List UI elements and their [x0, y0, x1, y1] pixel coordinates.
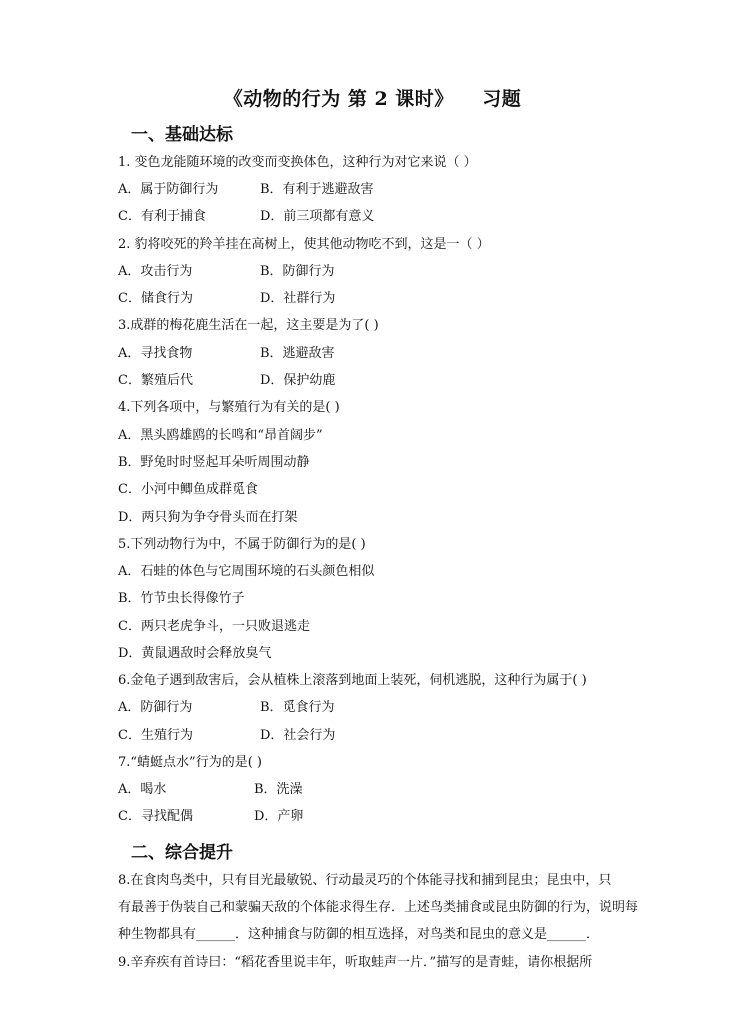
- option-d: D．保护幼鹿: [260, 373, 336, 388]
- question-5-stem: 5.下列动物行为中，不属于防御行为的是( ): [118, 537, 366, 552]
- question-6-options-row-2: [118, 727, 335, 745]
- option-c: C．有利于捕食: [118, 209, 206, 224]
- question-3-stem: 3.成群的梅花鹿生活在一起，这主要是为了( ): [118, 318, 379, 333]
- option-c: C．繁殖后代: [118, 373, 193, 388]
- question-6-stem: 6.金龟子遇到敌害后，会从植株上滚落到地面上装死，伺机逃脱，这种行为属于( ): [118, 673, 587, 688]
- question-6-options-row-1: [118, 699, 335, 717]
- question-3-options-row-2: [118, 372, 335, 390]
- question-4-option-c: C．小河中鲫鱼成群觅食: [118, 482, 258, 497]
- question-2-options-row-1: [118, 263, 335, 281]
- question-5-option-c: C．两只老虎争斗，一只败退逃走: [118, 619, 310, 634]
- section-heading-basic: 一、基础达标: [131, 125, 233, 145]
- question-7-options-row-1: [118, 781, 303, 799]
- option-d: D．社群行为: [260, 291, 336, 306]
- option-d: D．产卵: [254, 809, 304, 824]
- question-2-stem: 2. 豹将咬死的羚羊挂在高树上，使其他动物吃不到，这是一（ ）: [118, 237, 490, 252]
- question-5-option-b: B．竹节虫长得像竹子: [118, 591, 245, 606]
- question-8-line-2: 有最善于伪装自己和蒙骗天敌的个体能求得生存．上述鸟类捕食或昆虫防御的行为，说明每: [118, 900, 639, 915]
- question-1-options-row-2: [118, 208, 374, 226]
- question-1-stem: 1. 变色龙能随环境的改变而变换体色，这种行为对它来说（ ）: [118, 155, 477, 170]
- option-b: B．防御行为: [260, 264, 335, 279]
- question-7-stem: 7.“蜻蜓点水”行为的是( ): [118, 755, 262, 770]
- question-5-option-a: A．石蛙的体色与它周围环境的石头颜色相似: [118, 564, 375, 579]
- option-a: A．攻击行为: [118, 264, 193, 279]
- option-b: B．逃避敌害: [260, 346, 335, 361]
- option-a: A．喝水: [118, 782, 167, 797]
- question-3-options-row-1: [118, 345, 335, 363]
- option-b: B．有利于逃避敌害: [260, 182, 374, 197]
- question-5-option-d: D．黄鼠遇敌时会释放臭气: [118, 646, 272, 661]
- document-title: 《动物的行为 第 2 课时》 习题: [223, 88, 522, 110]
- question-2-options-row-2: [118, 290, 335, 308]
- option-c: C．储食行为: [118, 291, 193, 306]
- option-c: C．生殖行为: [118, 728, 193, 743]
- option-a: A．属于防御行为: [118, 182, 219, 197]
- option-a: A．寻找食物: [118, 346, 193, 361]
- section-heading-advanced: 二、综合提升: [131, 843, 233, 863]
- question-1-options-row-1: [118, 181, 374, 199]
- question-4-option-b: B．野兔时时竖起耳朵听周围动静: [118, 455, 310, 470]
- question-7-options-row-2: [118, 808, 303, 826]
- question-4-option-d: D．两只狗为争夺骨头而在打架: [118, 510, 298, 525]
- question-8-line-3: 种生物都具有______．这种捕食与防御的相互选择，对鸟类和昆虫的意义是______．: [118, 927, 600, 942]
- option-a: A．防御行为: [118, 700, 193, 715]
- question-9-line-1: 9.辛弃疾有首诗曰：“稻花香里说丰年，听取蛙声一片．”描写的是青蛙，请你根据所: [118, 955, 593, 970]
- option-b: B．觅食行为: [260, 700, 335, 715]
- option-d: D．前三项都有意义: [260, 209, 375, 224]
- question-4-stem: 4.下列各项中，与繁殖行为有关的是( ): [118, 400, 340, 415]
- option-b: B．洗澡: [254, 782, 303, 797]
- option-d: D．社会行为: [260, 728, 336, 743]
- question-4-option-a: A．黑头鸥雄鸥的长鸣和“昂首阔步”: [118, 428, 323, 443]
- question-8-line-1: 8.在食肉鸟类中，只有目光最敏锐、行动最灵巧的个体能寻找和捕到昆虫；昆虫中，只: [118, 873, 612, 888]
- option-c: C．寻找配偶: [118, 809, 193, 824]
